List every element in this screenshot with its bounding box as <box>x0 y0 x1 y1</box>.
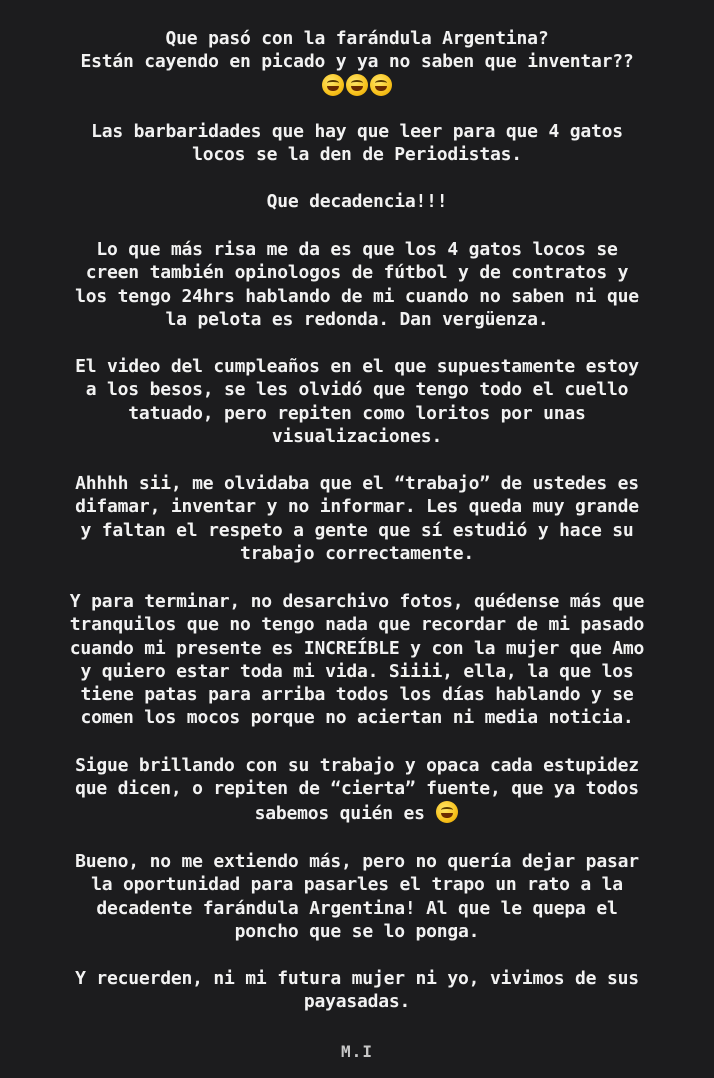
text-line: Que pasó con la farándula Argentina? <box>165 28 549 49</box>
text-line: Que decadencia!!! <box>266 191 448 212</box>
text-line: El video del cumpleaños en el que supuestamente estoy <box>75 356 639 377</box>
text-line: locos se la den de Periodistas. <box>192 144 522 166</box>
text-line: Lo que más risa me da es que los 4 gatos locos se <box>96 239 618 260</box>
text-line: Las barbaridades que hay que leer para que 4 gatos <box>91 121 623 142</box>
text-line: tranquilos que no tengo nada que recordar de mi pasado <box>69 614 645 636</box>
text-line: que dicen, o repiten de “cierta” fuente, que ya todos <box>75 778 639 800</box>
text-line: Y recuerden, ni mi futura mujer ni yo, vivimos de sus <box>75 968 639 989</box>
text-line: visualizaciones. <box>271 425 443 447</box>
text-line: la pelota es redonda. Dan vergüenza. <box>165 308 549 330</box>
paragraph-brillando <box>0 754 714 825</box>
text-line: Sigue brillando con su trabajo y opaca cada estupidez <box>75 755 639 776</box>
text-line: creen también opinologos de fútbol y de contratos y <box>85 262 629 284</box>
paragraph-terminar <box>0 590 714 730</box>
paragraph-bueno <box>0 850 714 943</box>
paragraph-intro <box>0 27 714 98</box>
text-line: poncho que se lo ponga. <box>234 920 480 942</box>
text-line: comen los mocos porque no aciertan ni media noticia. <box>80 707 634 729</box>
text-line: decadente farándula Argentina! Al que le quepa el <box>96 897 618 919</box>
text-line: los tengo 24hrs hablando de mi cuando no saben ni que <box>75 285 639 307</box>
paragraph-decadencia <box>0 190 714 213</box>
paragraph-recuerden <box>0 967 714 1014</box>
rolling-laughing-emoji-icon <box>370 74 392 96</box>
signature-text: M.I <box>341 1042 373 1061</box>
paragraph-risa <box>0 238 714 331</box>
signature <box>0 1040 714 1063</box>
text-line: difamar, inventar y no informar. Les queda muy grande <box>75 496 639 518</box>
paragraph-video <box>0 355 714 448</box>
text-line: Están cayendo en picado y ya no saben que inventar?? <box>80 51 634 73</box>
text-line: la oportunidad para pasarles el trapo un rato a la <box>91 874 623 896</box>
text-line: payasadas. <box>303 991 411 1013</box>
rolling-laughing-emoji-icon <box>322 74 344 96</box>
text-line: tiene patas para arriba todos los días hablando y se <box>80 684 634 706</box>
text-line: trabajo correctamente. <box>239 542 474 564</box>
text-line: Bueno, no me extiendo más, pero no quería dejar pasar <box>75 851 639 872</box>
text-line: y faltan el respeto a gente que sí estudió y hace su <box>80 519 634 541</box>
text-line: Y para terminar, no desarchivo fotos, quédense más que <box>69 591 645 612</box>
text-line: tatuado, pero repiten como loritos por unas <box>128 402 586 424</box>
rolling-laughing-emoji-icon <box>346 74 368 96</box>
emoji-row <box>0 74 714 98</box>
text-line: cuando mi presente es INCREÍBLE y con la mujer que Amo <box>69 637 645 659</box>
rolling-laughing-emoji-icon <box>436 801 458 823</box>
paragraph-trabajo <box>0 472 714 565</box>
text-line: Ahhhh sii, me olvidaba que el “trabajo” de ustedes es <box>75 473 639 494</box>
text-line: a los besos, se les olvidó que tengo todo el cuello <box>85 379 629 401</box>
text-line: y quiero estar toda mi vida. Siiii, ella, la que los <box>80 660 634 682</box>
text-line: sabemos quién es <box>254 802 425 824</box>
paragraph-barbaridades <box>0 120 714 167</box>
emoji-text-row <box>0 801 714 825</box>
